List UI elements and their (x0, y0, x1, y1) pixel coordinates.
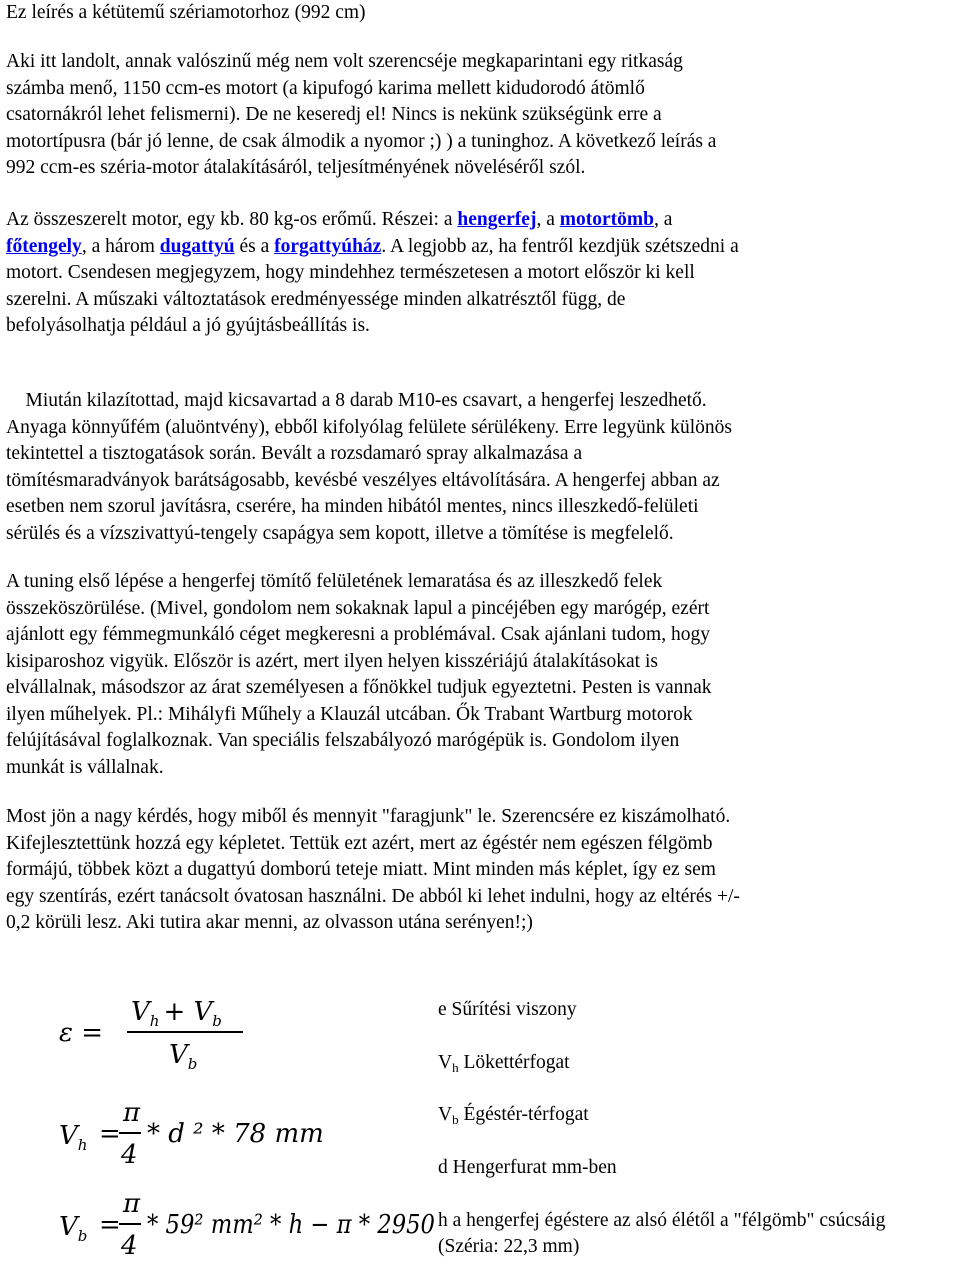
formula3-pi: π (123, 1189, 141, 1219)
text-line (6, 207, 936, 234)
formula2-four: 4 (121, 1140, 138, 1170)
formula1-denominator: $V_b$ (169, 1040, 198, 1073)
text-line: Miután kilazítottad, majd kicsavartad a 8 darab M10-es csavart, a hengerfej leszedhető. (6, 390, 707, 411)
link-hengerfej[interactable]: hengerfej (457, 209, 537, 230)
text: . A legjobb az, ha fentről kezdjük szétszedni a (381, 235, 739, 257)
title-text: Ez leírés a kétütemű szériamotorhoz (992 cm) (6, 2, 366, 23)
text-line: munkát is vállalnak. (6, 756, 164, 778)
formula1-numerator: $V_h + V_b$ (131, 997, 222, 1030)
text-line: összeköszörülése. (Mivel, gondolom nem sokaknak lapul a pincéjében egy marógép, ezért (6, 597, 710, 619)
tuning-paragraph (6, 569, 936, 781)
text-line: befolyásolhatja például a jó gyújtásbeállítás is. (6, 315, 370, 336)
link-fotengely[interactable]: főtengely (6, 235, 82, 257)
text-line: csatornákról lehet felismerni). De ne keseredj el! Nincs is nekünk szükségünk erre a (6, 104, 662, 125)
text-line: tekintettel a tisztogatások során. Bevált a rozsdamaró spray alkalmazása a (6, 443, 583, 464)
text-line: Most jön a nagy kérdés, hogy miből és mennyit "faragjunk" le. Szerencsére ez kiszámolható. (6, 806, 731, 827)
text-line: felújításával foglalkoznak. Van speciális felszabályozó marógépük is. Gondolom ilyen (6, 730, 680, 751)
def-d: d Hengerfurat mm-ben (438, 1157, 617, 1178)
def-vh-symbol: V (438, 1052, 453, 1073)
def-vh (438, 1050, 570, 1077)
def-h-line1: h a hengerfej égéstere az alsó élétől a "félgömb" csúcsáig (438, 1210, 886, 1231)
page-title (6, 0, 936, 27)
def-vb (438, 1102, 589, 1129)
def-vh-sub: h (452, 1060, 459, 1075)
text-line: Kifejlesztettünk hozzá egy képletet. Tettük ezt azért, mert az égéstér nem egészen félgömb (6, 832, 713, 854)
question-paragraph (6, 804, 936, 937)
text-line: egy szentírás, ezért tanácsolt óvatosan használni. De abból ki lehet indulni, hogy az eltérés +/- (6, 885, 740, 907)
text-line: ilyen műhelyek. Pl.: Mihályfi Műhely a Klauzál utcában. Ők Trabant Wartburg motorok (6, 703, 693, 725)
text-line: motortípusra (bár jó lenne, de csak álmodik a nyomor ;) ) a tuninghoz. A következő leírás a (6, 130, 717, 152)
def-h-line2: (Széria: 22,3 mm) (438, 1236, 580, 1257)
formulas (55, 985, 435, 1265)
link-forgattyuhaz[interactable]: forgattyúház (274, 235, 382, 257)
def-vb-text: Égéstér-térfogat (458, 1104, 589, 1125)
formula2-equals: = (99, 1119, 121, 1149)
formula3-rest: * 59² mm² * h − π * 2950 (147, 1210, 435, 1240)
text-line: formájú, többek közt a dugattyú domború teteje miatt. Mint minden más képlet, így ez sem (6, 859, 716, 880)
text-line: A tuning első lépése a hengerfej tömítő felületének lemaratása és az illeszkedő felek (6, 571, 663, 592)
text-line: 0,2 körüli lesz. Aki tutira akar menni, az olvasson utána serényen!;) (6, 912, 533, 933)
parts-paragraph (6, 207, 936, 340)
formula2-pi: π (123, 1098, 141, 1128)
text-line: szerelni. A műszaki változtatások eredményessége minden alkatrésztől függ, de (6, 288, 626, 310)
text-line: Aki itt landolt, annak valószinű még nem volt szerencséje megkaparintani egy ritkaság (6, 51, 683, 72)
text: Az összeszerelt motor, egy kb. 80 kg-os erőmű. Részei: a (6, 209, 458, 230)
formula2-lhs: $V_h$ (59, 1121, 88, 1154)
text-line: Anyaga könnyűfém (aluöntvény), ebből kifolyólag felülete sérülékeny. Erre legyünk különös (6, 416, 732, 438)
formula3-lhs: $V_b$ (59, 1212, 88, 1245)
text-line: kisiparoshoz vigyük. Először is azért, mert ilyen helyen kisszériájú átalakításokat is (6, 650, 658, 672)
def-vb-sub: b (452, 1112, 459, 1127)
def-e: e Sűrítési viszony (438, 999, 577, 1020)
link-dugattyu[interactable]: dugattyú (159, 235, 235, 257)
text: , a (653, 209, 673, 230)
text-line: ajánlott egy fémmegmunkáló céget megkeresni a problémával. Csak ajánlani tudom, hogy (6, 624, 710, 645)
def-vh-text: Lökettérfogat (458, 1052, 570, 1073)
text: és a (234, 235, 275, 257)
formula3-equals: = (99, 1210, 121, 1240)
text-line (6, 234, 936, 261)
text-line: 992 ccm-es széria-motor átalakításáról, teljesítményének növeléséről szól. (6, 157, 586, 178)
text-line: számba menő, 1150 ccm-es motort (a kipufogó karima mellett kidudorodó átömlő (6, 77, 645, 99)
text-line: sérülés és a vízszivattyú-tengely csapágya sem kopott, illetve a tömítése is megfelelő. (6, 522, 674, 544)
formula3-four: 4 (121, 1231, 138, 1261)
def-vb-symbol: V (438, 1104, 453, 1125)
link-motortomb[interactable]: motortömb (559, 209, 654, 230)
text-line: esetben nem szorul javításra, cserére, ha minden hibától mentes, nincs illeszkedő-felületi (6, 496, 699, 517)
text: , a három (81, 235, 160, 257)
intro-paragraph (6, 49, 936, 182)
text-line: motort. Csendesen megjegyzem, hogy mindehhez természetesen a motort először ki kell (6, 262, 695, 283)
formula2-rest: * d ² * 78 mm (147, 1119, 324, 1149)
text-line: tömítésmaradványok barátságosabb, kevésbé veszélyes eltávolítására. A hengerfej abban az (6, 469, 720, 491)
formula1-lhs: ε = (59, 1018, 104, 1048)
text: , a (536, 209, 560, 230)
text-line: elvállalnak, másodszor az árat személyesen a főnökkel tudjuk egyeztetni. Pesten is vannak (6, 677, 712, 698)
cylinder-head-paragraph (6, 388, 936, 547)
